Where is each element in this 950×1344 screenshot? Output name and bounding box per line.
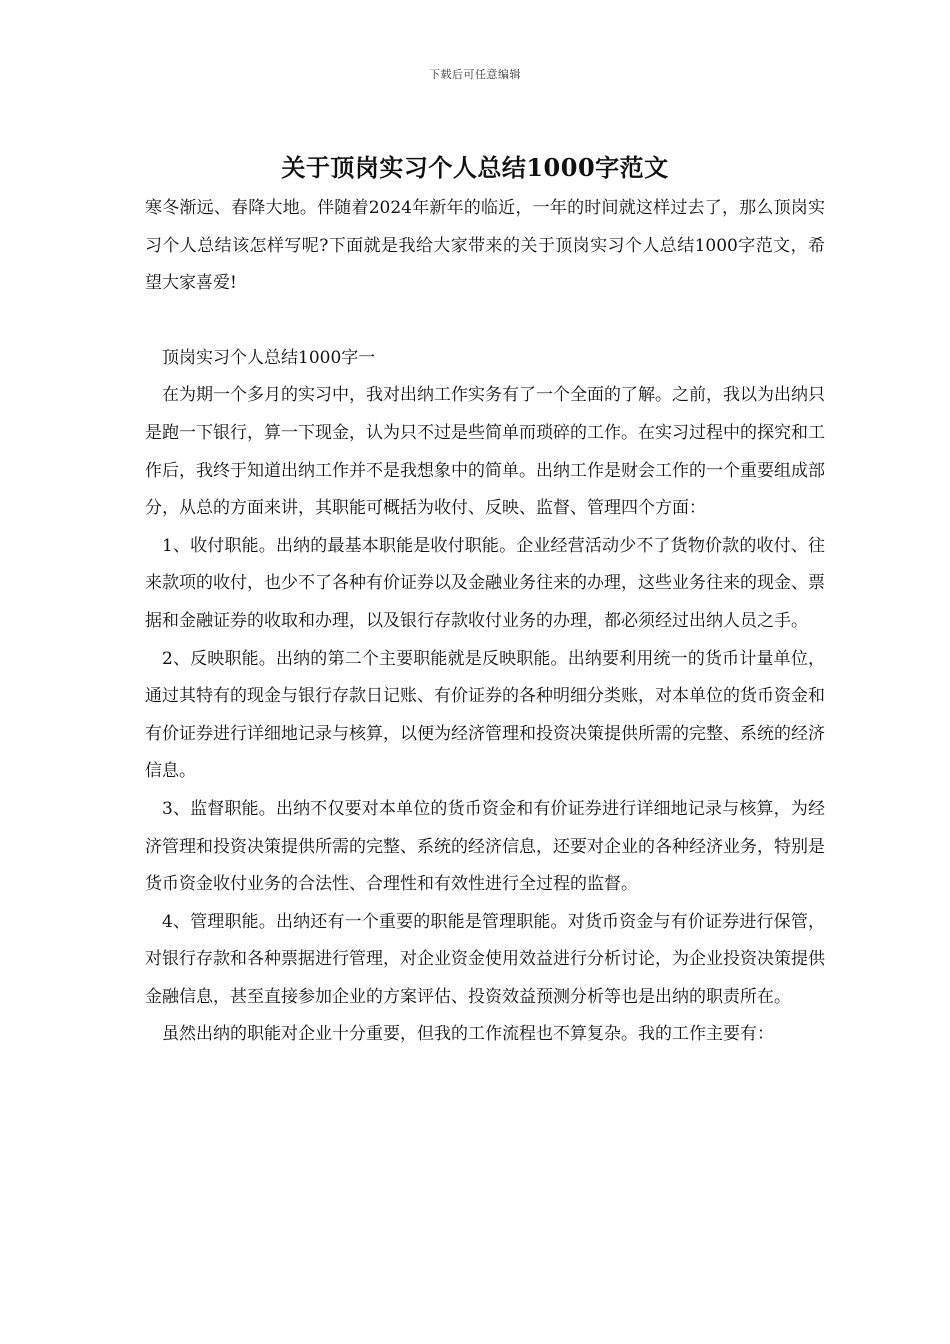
body-paragraph-6: 虽然出纳的职能对企业十分重要，但我的工作流程也不算复杂。我的工作主要有：	[162, 1024, 774, 1045]
document-body	[145, 190, 825, 1054]
paragraph-spacer	[145, 303, 825, 340]
body-paragraph-2: 1、收付职能。出纳的最基本职能是收付职能。企业经营活动少不了货物价款的收付、往来款项的收付，也少不了各种有价证券以及金融业务往来的办理，这些业务往来的现金、票据和金融证券的收取和办理，以及银行存款收付业务的办理，都必须经过出纳人员之手。	[145, 535, 825, 631]
document-title: 关于顶岗实习个人总结1000字范文	[281, 153, 669, 182]
header-note: 下载后可任意编辑	[429, 68, 521, 81]
body-paragraph-1: 在为期一个多月的实习中，我对出纳工作实务有了一个全面的了解。之前，我以为出纳只是跑一下银行，算一下现金，认为只不过是些简单而琐碎的工作。在实习过程中的探究和工作后，我终于知道出纳工作并不是我想象中的简单。出纳工作是财会工作的一个重要组成部分，从总的方面来讲，其职能可概括为收付、反映、监督、管理四个方面：	[145, 385, 825, 519]
body-paragraph-5: 4、管理职能。出纳还有一个重要的职能是管理职能。对货币资金与有价证券进行保管，对银行存款和各种票据进行管理，对企业资金使用效益进行分析讨论，为企业投资决策提供金融信息，甚至直接参加企业的方案评估、投资效益预测分析等也是出纳的职责所在。	[145, 911, 825, 1007]
body-paragraph-3: 2、反映职能。出纳的第二个主要职能就是反映职能。出纳要利用统一的货币计量单位，通过其特有的现金与银行存款日记账、有价证券的各种明细分类账，对本单位的货币资金和有价证券进行详细地记录与核算，以便为经济管理和投资决策提供所需的完整、系统的经济信息。	[145, 648, 825, 782]
body-paragraph-4: 3、监督职能。出纳不仅要对本单位的货币资金和有价证券进行详细地记录与核算，为经济管理和投资决策提供所需的完整、系统的经济信息，还要对企业的各种经济业务，特别是货币资金收付业务的合法性、合理性和有效性进行全过程的监督。	[145, 798, 825, 895]
intro-paragraph: 寒冬渐远、春降大地。伴随着2024年新年的临近，一年的时间就这样过去了，那么顶岗实习个人总结该怎样写呢?下面就是我给大家带来的关于顶岗实习个人总结1000字范文，希望大家喜爱!	[145, 198, 825, 294]
section-heading: 顶岗实习个人总结1000字一	[162, 347, 376, 368]
